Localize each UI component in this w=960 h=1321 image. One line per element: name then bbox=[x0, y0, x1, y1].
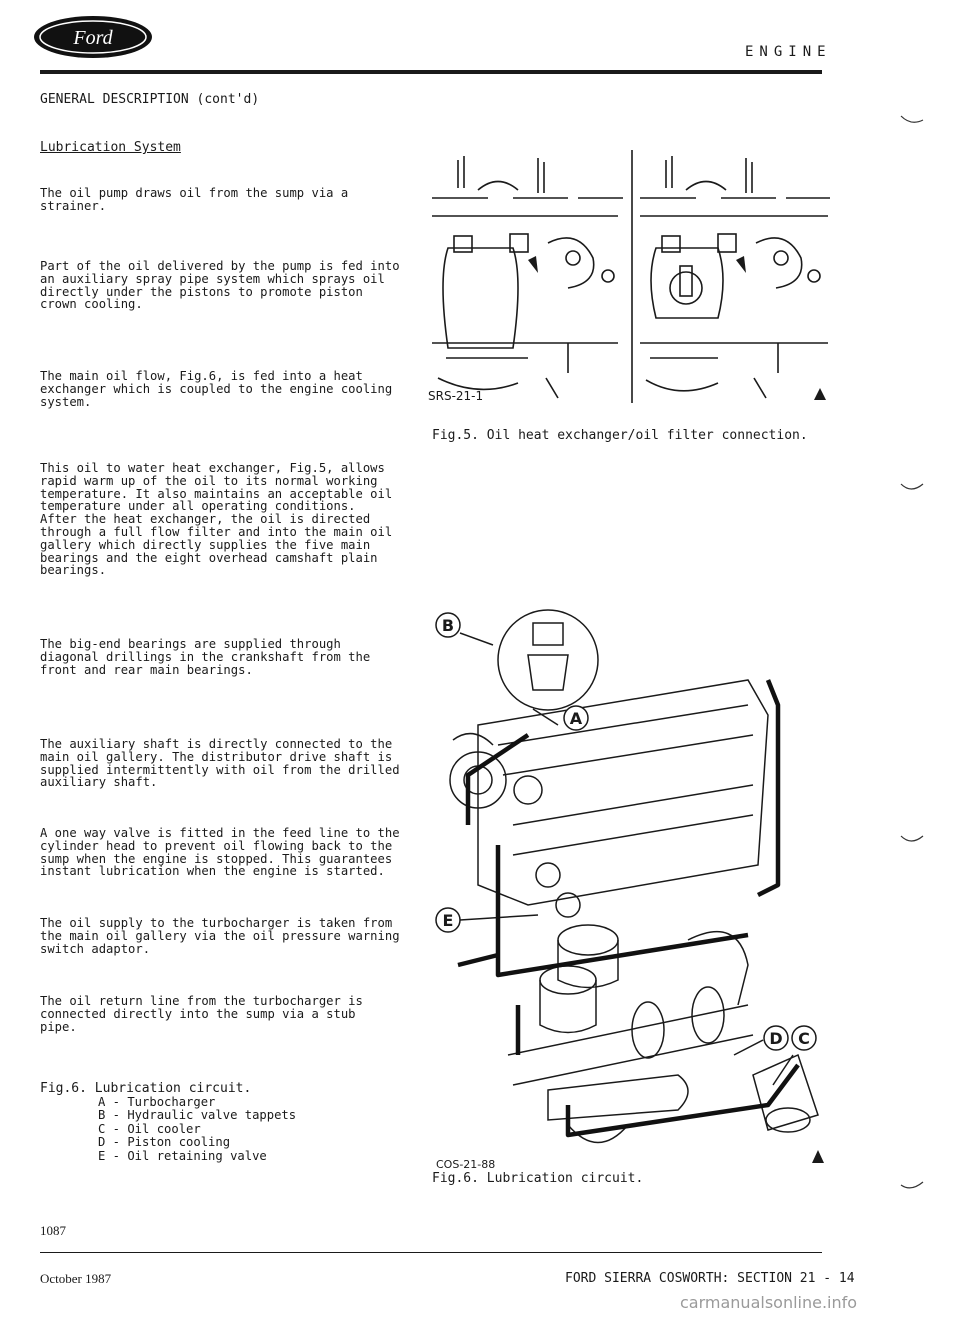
legend-item: A - Turbocharger bbox=[98, 1095, 216, 1109]
margin-marks bbox=[895, 110, 935, 1190]
paragraph-heat-exchanger: This oil to water heat exchanger, Fig.5, allows rapid warm up of the oil to its normal working temperature. It also maintains an acceptable oil temperature under all operating conditions. After the heat exchanger, the oil is directed through a full flow filter and into the main oil gallery which directly supplies the five main bearings and the eight overhead camshaft plain bearings. bbox=[40, 461, 393, 578]
figure-5-code: SRS-21-1 bbox=[428, 389, 484, 403]
legend-heading: Fig.6. Lubrication circuit. bbox=[40, 1081, 252, 1096]
callout-c: C bbox=[798, 1029, 810, 1048]
header-rule bbox=[40, 70, 822, 74]
callout-a: A bbox=[569, 709, 583, 728]
callout-d: D bbox=[769, 1029, 783, 1048]
paragraph-big-end: The big-end bearings are supplied through diagonal drillings in the crankshaft from the front and rear main bearings. bbox=[40, 637, 371, 677]
paragraph-spray-pipe: Part of the oil delivered by the pump is fed into an auxiliary spray pipe system which sprays oil directly under the pistons to promote piston crown cooling. bbox=[40, 259, 400, 312]
figure-5-caption: Fig.5. Oil heat exchanger/oil filter connection. bbox=[432, 428, 808, 443]
paragraph-turbo-supply: The oil supply to the turbocharger is taken from the main oil gallery via the oil pressure warning switch adaptor. bbox=[40, 916, 400, 956]
footer-rule bbox=[40, 1252, 822, 1253]
callout-b: B bbox=[441, 616, 455, 635]
legend-item: C - Oil cooler bbox=[98, 1121, 201, 1136]
logo-text: Ford bbox=[73, 27, 113, 49]
paragraph-oil-pump: The oil pump draws oil from the sump via a strainer. bbox=[40, 186, 349, 213]
figure-6-caption: Fig.6. Lubrication circuit. bbox=[432, 1171, 644, 1186]
page-heading: GENERAL DESCRIPTION (cont'd) bbox=[40, 92, 260, 107]
legend-item: B - Hydraulic valve tappets bbox=[98, 1108, 297, 1123]
paragraph-main-flow: The main oil flow, Fig.6, is fed into a heat exchanger which is coupled to the engine cooling system. bbox=[40, 369, 393, 409]
figure-5-illustration bbox=[418, 148, 834, 408]
paragraph-turbo-return: The oil return line from the turbocharger is connected directly into the sump via a stub pipe. bbox=[40, 994, 363, 1034]
legend-item: D - Piston cooling bbox=[98, 1135, 231, 1150]
footer-title: FORD SIERRA COSWORTH: SECTION 21 - 14 bbox=[565, 1271, 855, 1286]
figure-6-illustration bbox=[418, 585, 834, 1175]
legend-item: E - Oil retaining valve bbox=[98, 1148, 267, 1163]
ford-oval-icon bbox=[32, 14, 154, 60]
callout-e: E bbox=[442, 911, 454, 930]
paragraph-one-way-valve: A one way valve is fitted in the feed line to the cylinder head to prevent oil flowing back to the sump when the engine is stopped. This guarantees instant lubrication when the engine is started. bbox=[40, 826, 400, 879]
footer-date: October 1987 bbox=[40, 1271, 112, 1286]
section-title: ENGINE bbox=[745, 44, 832, 60]
page-number: 1087 bbox=[40, 1223, 66, 1238]
section-subheading: Lubrication System bbox=[40, 140, 181, 155]
figure-6-code: COS-21-88 bbox=[436, 1158, 496, 1171]
ford-logo bbox=[32, 14, 154, 60]
watermark: carmanualsonline.info bbox=[680, 1293, 858, 1312]
paragraph-auxiliary-shaft: The auxiliary shaft is directly connected to the main oil gallery. The distributor drive shaft is supplied intermittently with oil from the drilled auxiliary shaft. bbox=[40, 737, 400, 790]
legend-list bbox=[98, 1096, 296, 1163]
